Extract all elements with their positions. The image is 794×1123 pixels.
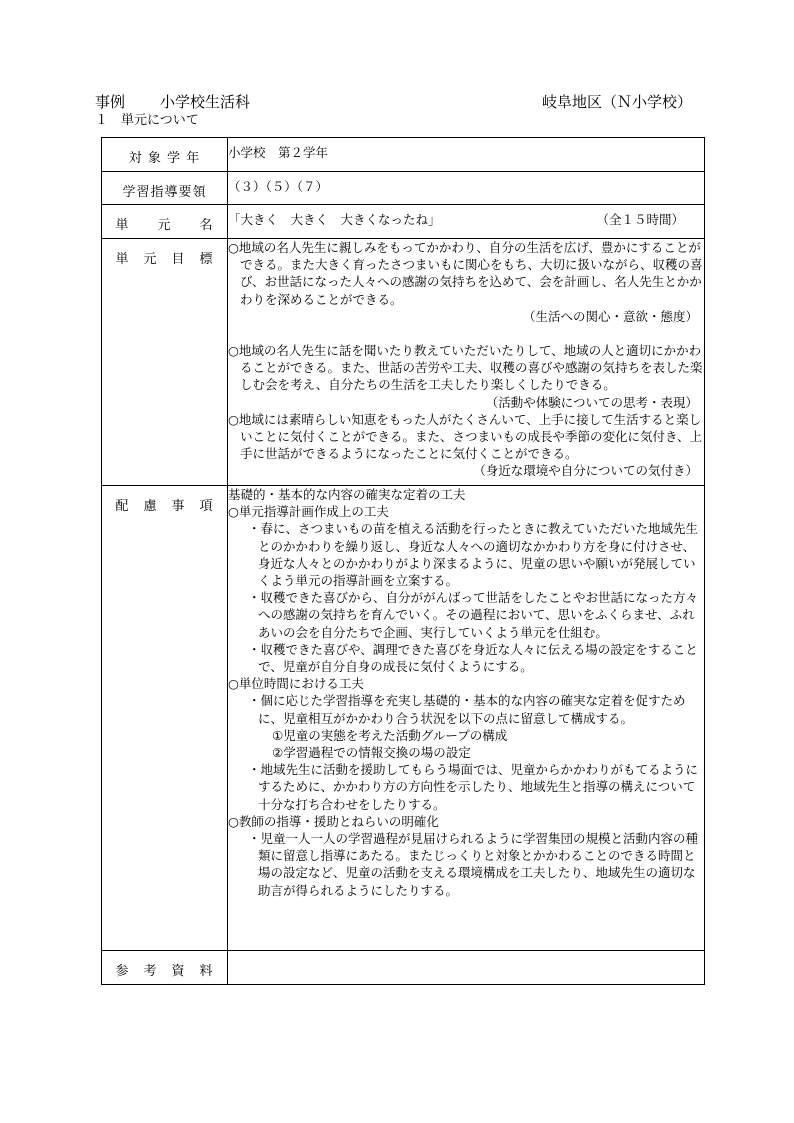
notes-heading: 基礎的・基本的な内容の確実な定着の工夫 (228, 487, 466, 502)
notes-item: ・地域先生に活動を援助してもらう場面では、児童からかかわりがもてるようにするために、かかわり方の方向性を示したり、地域先生と指導の構えについて十分な打ち合わせをしたりする。 (248, 762, 699, 812)
unit-name-value: 「大きく 大きく 大きくなったね」 (228, 212, 441, 227)
reference-value (228, 951, 705, 985)
goal-3-tag: （身近な環境や自分についての気付き） (473, 463, 698, 479)
notes-sub-2: ○単位時間における工夫 (228, 676, 364, 692)
section-title: １ 単元について (95, 113, 199, 128)
label-cell (102, 951, 228, 985)
notes-item: ・個に応じた学習指導を充実し基礎的・基本的な内容の確実な定着を促すために、児童相互がかかわり合う状況を以下の点に留意して構成する。 (248, 693, 686, 726)
region-label: 岐阜地区（Ｎ小学校） (542, 93, 693, 111)
notes-item: ・児童一人一人の学習過程が見届けられるように学習集団の規模と活動内容の種類に留意し指導にあたる。またじっくりと対象とかかわることのできる時間と場の設定など、児童の活動を支える環境構成を工夫したり、地域先生の適切な助言が得られるようにしたりする。 (248, 831, 699, 898)
considerations-label: 配 慮 事 項 (115, 499, 214, 514)
guideline-label: 学習指導要領 (122, 185, 207, 200)
content-cell (228, 138, 705, 172)
case-label: 事例 (95, 93, 126, 111)
row-unit-name (102, 205, 705, 239)
label-cell (102, 239, 228, 486)
goal-2: ○地域の名人先生に話を聞いたり教えていただいたりして、地域の人と適切にかかわることができる。また、世話の苦労や工夫、収穫の喜びや感謝の気持ちを表した楽しむ会を考え、自分たちの生活を工夫したり楽しくしたりできる。 (228, 343, 703, 393)
notes-item: ・春に、さつまいもの苗を植える活動を行ったときに教えていただいた地域先生とのかかわりを繰り返し、身近な人々への適切なかかわり方を身に付けさせ、身近な人々とのかかわりがより深まるように、児童の思いや願いが発展していくよう単元の指導計画を立案する。 (248, 521, 699, 589)
goal-2-tag: （活動や体験についての思考・表現） (485, 394, 698, 410)
content-cell (228, 486, 705, 951)
notes-item: ・収穫できた喜びから、自分ががんばって世話をしたことやお世話になった方々への感謝の気持ちを育んでいく。その過程において、思いをふくらませ、ふれあいの会を自分たちで企画、実行していくよう単元を仕組む。 (248, 590, 699, 640)
notes-sub-1: ○単元指導計画作成上の工夫 (228, 504, 389, 520)
content-cell (228, 172, 705, 205)
row-unit-goals (102, 239, 705, 486)
row-target-grade (102, 138, 705, 172)
goal-3: ○地域には素晴らしい知恵をもった人がたくさんいて、上手に接して生活すると楽しいことに気付くことができる。また、さつまいもの成長や季節の変化に気付き、上手に世話ができるようになったことに気付くことができる。 (228, 411, 703, 462)
label-cell (102, 172, 228, 205)
notes-sub-3: ○教師の指導・援助とねらいの明確化 (228, 813, 439, 829)
guideline-value: （３）（５）（７） (228, 179, 329, 194)
goal-1-tag: （生活への関心・意欲・態度） (522, 308, 698, 324)
reference-label: 参 考 資 料 (115, 964, 214, 979)
content-cell (228, 239, 705, 486)
target-grade-value: 小学校 第２学年 (228, 145, 329, 160)
target-grade-label: 対 象 学 年 (128, 151, 201, 166)
unit-hours: （全１５時間） (596, 212, 684, 227)
notes-point: ①児童の実態を考えた活動グループの構成 (272, 727, 508, 743)
notes-item: ・収穫できた喜びや、調理できた喜びを身近な人々に伝える場の設定をすることで、児童が自分自身の成長に気付くようにする。 (248, 641, 698, 675)
label-cell (102, 486, 228, 951)
unit-goals-label: 単 元 目 標 (115, 252, 214, 267)
unit-name-label: 単 元 名 (115, 218, 214, 233)
row-reference (102, 951, 705, 985)
content-cell (228, 205, 705, 239)
goal-1: ○地域の名人先生に親しみをもってかかわり、自分の生活を広げ、豊かにすることができる。また大きく育ったさつまいもに関心をもち、大切に扱いながら、収穫の喜び、お世話になった人々への感謝の気持ちを込めて、会を計画し、名人先生とかかわりを深めることができる。 (228, 240, 703, 307)
subject-title: 小学校生活科 (160, 93, 251, 111)
label-cell (102, 138, 228, 172)
row-considerations (102, 486, 705, 951)
row-guideline (102, 172, 705, 205)
label-cell (102, 205, 228, 239)
notes-point: ②学習過程での情報交換の場の設定 (272, 745, 471, 761)
unit-table (101, 137, 705, 985)
